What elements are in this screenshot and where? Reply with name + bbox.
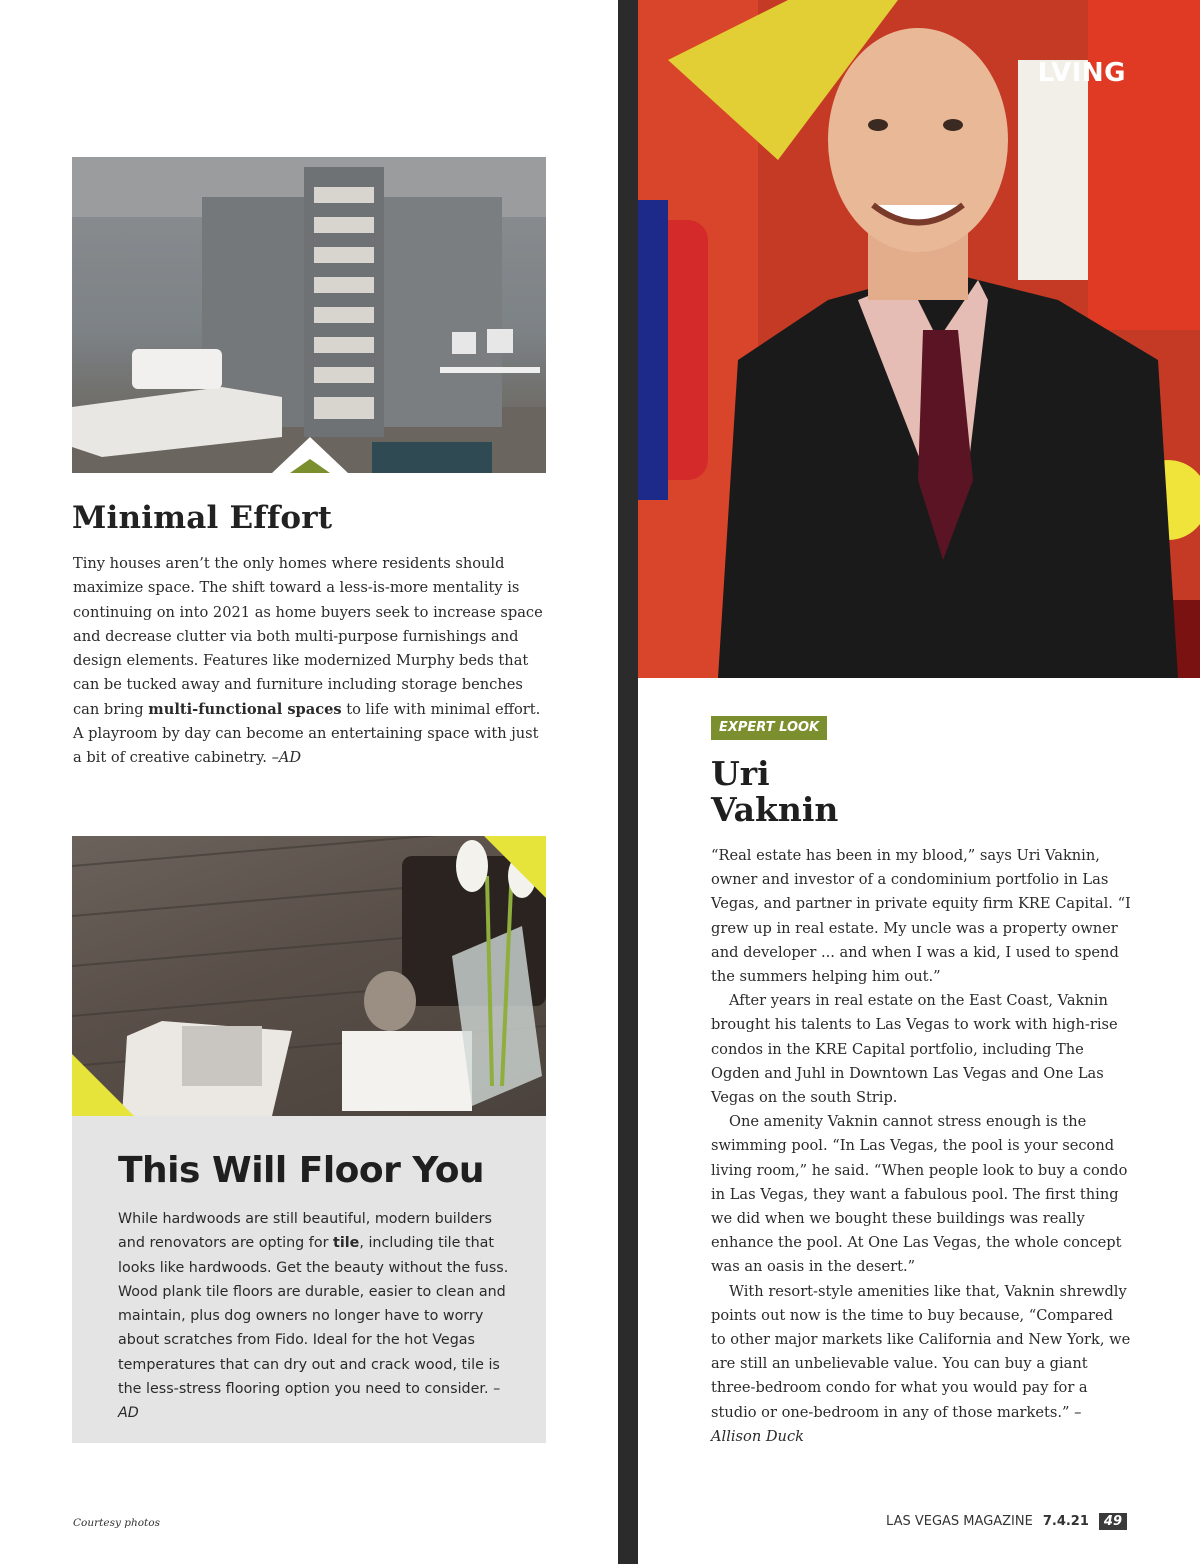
floor-body: [118, 1207, 518, 1426]
article-paragraph: “Real estate has been in my blood,” says Uri Vaknin, owner and investor of a condominium portfolio in Las Vegas, and partner in private equity firm KRE Capital. “I grew up in real estate. My uncle was a property owner and developer ... and when I was a kid, I used to spend the summers helping him out.”: [711, 847, 1131, 986]
body-text: , including tile that looks like hardwoods. Get the beauty without the fuss. Wood plank tile floors are durable, easier to clean and maintain, plus dog owners no longer have to worry about scratches from Fido. Ideal for the hot Vegas temperatures that can dry out and crack wood, tile is the less-stress flooring option you need to consider.: [118, 1235, 509, 1398]
body-text: to life with minimal effort. A playroom by day can become an entertaining space with just a bit of creative cabinetry.: [73, 700, 541, 767]
magazine-name: LAS VEGAS MAGAZINE: [886, 1514, 1033, 1529]
name-last: Vaknin: [711, 790, 839, 829]
body-text: While hardwoods are still beautiful, modern builders and renovators are opting for: [118, 1211, 492, 1252]
issue-date: 7.4.21: [1042, 1514, 1089, 1529]
body-text: Tiny houses aren’t the only homes where residents should maximize space. The shift toward a less-is-more mentality is continuing on into 2021 as home buyers seek to increase space and decrease clutter via both multi-purpose furnishings and design elements. Features like modernized Murphy beds that can be tucked away and furniture including storage benches can bring: [73, 555, 543, 718]
article-paragraph: After years in real estate on the East Coast, Vaknin brought his talents to Las Vegas to work with high-rise condos in the KRE Capital portfolio, including The Ogden and Juhl in Downtown Las Vegas and One Las Vegas on the south Strip.: [711, 992, 1118, 1107]
bold-link-text: multi-functional spaces: [148, 700, 342, 718]
byline: –AD: [271, 749, 302, 767]
page-number: 49: [1099, 1513, 1127, 1530]
minimal-effort-heading: Minimal Effort: [72, 500, 333, 536]
bold-link-text: tile: [333, 1235, 360, 1252]
page-footer: [886, 1513, 1127, 1530]
article-paragraph: One amenity Vaknin cannot stress enough is the swimming pool. “In Las Vegas, the pool is your second living room,” he said. “When people look to buy a condo in Las Vegas, they want a fabulous pool. The first thing we did when we bought these buildings was really enhance the pool. At One Las Vegas, the whole concept was an oasis in the desert.”: [711, 1113, 1128, 1276]
name-first: Uri: [711, 754, 770, 793]
yellow-corner-accent: [484, 836, 546, 898]
uri-vaknin-portrait-photo: [638, 0, 1200, 678]
photo-credit: Courtesy photos: [73, 1517, 160, 1529]
minimal-effort-body: [73, 552, 549, 771]
yellow-corner-accent: [72, 1054, 134, 1116]
byline: –AD: [118, 1381, 501, 1422]
green-triangle-accent: [290, 459, 330, 473]
byline: –Allison Duck: [711, 1403, 1082, 1445]
body-text: With resort-style amenities like that, Vaknin shrewdly points out now is the time to buy because, “Compared to other major markets like California and New York, we are still an unbelievable value. You can buy a giant three-bedroom condo for what you would pay for a studio or one-bedroom in any of those markets.”: [711, 1282, 1131, 1421]
article-paragraph: [711, 1280, 1131, 1449]
center-gutter-bar: [618, 0, 638, 1564]
floor-heading: This Will Floor You: [118, 1150, 485, 1191]
profile-article: [711, 844, 1131, 1449]
tile-floor-photo: [72, 836, 546, 1116]
section-label: LVING: [1037, 58, 1126, 88]
expert-look-tag: EXPERT LOOK: [711, 716, 827, 740]
profile-name-heading: [711, 756, 838, 828]
murphy-bed-room-photo: [72, 157, 546, 473]
